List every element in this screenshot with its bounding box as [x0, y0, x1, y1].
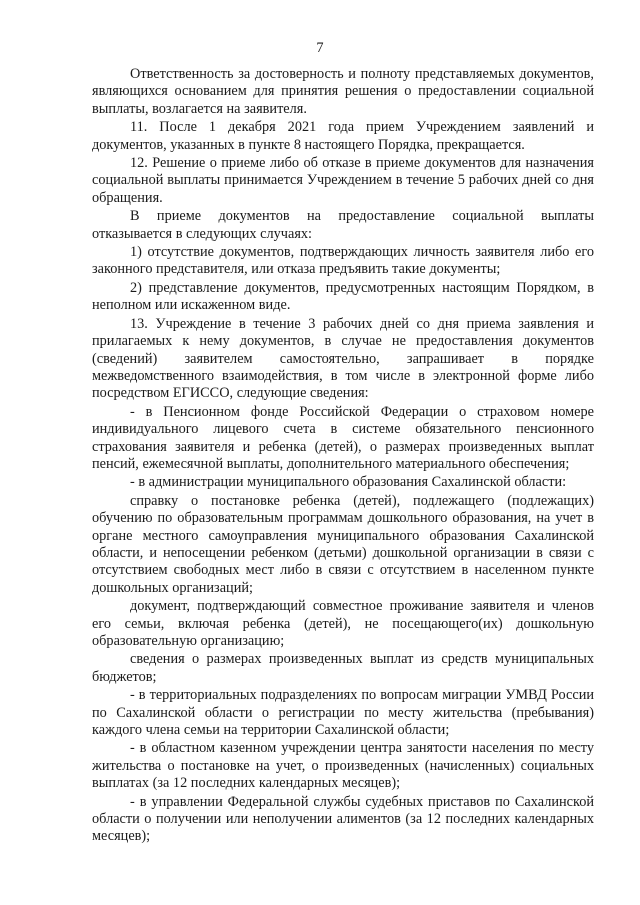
paragraph-municipal-admin: - в администрации муниципального образования Сахалинской области:	[130, 474, 567, 491]
paragraph-responsibility: Ответственность за достоверность и полноту представляемых документов, являющихся основанием для принятия решения о предоставлении социальной выплаты, возлагается на заявителя.	[92, 66, 594, 117]
paragraph-migration: - в территориальных подразделениях по вопросам миграции УМВД России по Сахалинской области о регистрации по месту жительства (пребывания) каждого члена семьи на территории Сахалинской области;	[92, 687, 594, 739]
paragraph-child-registration: справку о постановке ребенка (детей), подлежащего (подлежащих) обучению по образовательным программам дошкольного образования, на учет в органе местного самоуправления муниципального образования Сахалинской области, и непосещении ребенком (детьми) дошкольной организации в связи с отсутствием свободных мест либо в связи с отсутствием в населенном пункте дошкольных организаций;	[92, 492, 594, 596]
paragraph-refusal-2: 2) представление документов, предусмотренных настоящим Порядком, в неполном или искаженном виде.	[92, 279, 594, 314]
paragraph-municipal-payments: сведения о размерах произведенных выплат из средств муниципальных бюджетов;	[92, 651, 594, 685]
paragraph-12: 12. Решение о приеме либо об отказе в приеме документов для назначения социальной выплаты принимается Учреждением в течение 5 рабочих дней со дня обращения.	[92, 155, 594, 206]
paragraph-cohabitation-document: документ, подтверждающий совместное проживание заявителя и членов его семьи, включая ребенка (детей), не посещающего(их) дошкольную образовательную организацию;	[92, 598, 594, 649]
paragraph-13: 13. Учреждение в течение 3 рабочих дней со дня приема заявления и прилагаемых к нему документов, в случае не предоставления документов (сведений) заявителем самостоятельно, запрашивает в порядке межведомственного взаимодействия, в том числе в электронной форме либо посредством ЕГИССО, следующие сведения:	[92, 315, 594, 402]
document-body	[92, 66, 594, 847]
paragraph-pension-fund: - в Пенсионном фонде Российской Федерации о страховом номере индивидуального лицевого счета в системе обязательного пенсионного страхования заявителя и ребенка (детей), о размерах произведенных выплат пенсий, ежемесячной выплаты, дополнительного материального обеспечения;	[92, 403, 594, 472]
paragraph-bailiffs: - в управлении Федеральной службы судебных приставов по Сахалинской области о получении или неполучении алиментов (за 12 последних календарных месяцев);	[92, 793, 594, 845]
paragraph-11: 11. После 1 декабря 2021 года прием Учреждением заявлений и документов, указанных в пункте 8 настоящего Порядка, прекращается.	[92, 119, 594, 153]
paragraph-employment-center: - в областном казенном учреждении центра занятости населения по месту жительства о постановке на учет, о произведенных (начисленных) социальных выплатах (за 12 последних календарных месяцев);	[92, 740, 594, 792]
page-number: 7	[316, 40, 324, 56]
paragraph-refusal-1: 1) отсутствие документов, подтверждающих личность заявителя либо его законного представителя, или отказа предъявить такие документы;	[92, 244, 594, 278]
paragraph-refusal-cases: В приеме документов на предоставление социальной выплаты отказывается в следующих случаях:	[92, 208, 594, 242]
